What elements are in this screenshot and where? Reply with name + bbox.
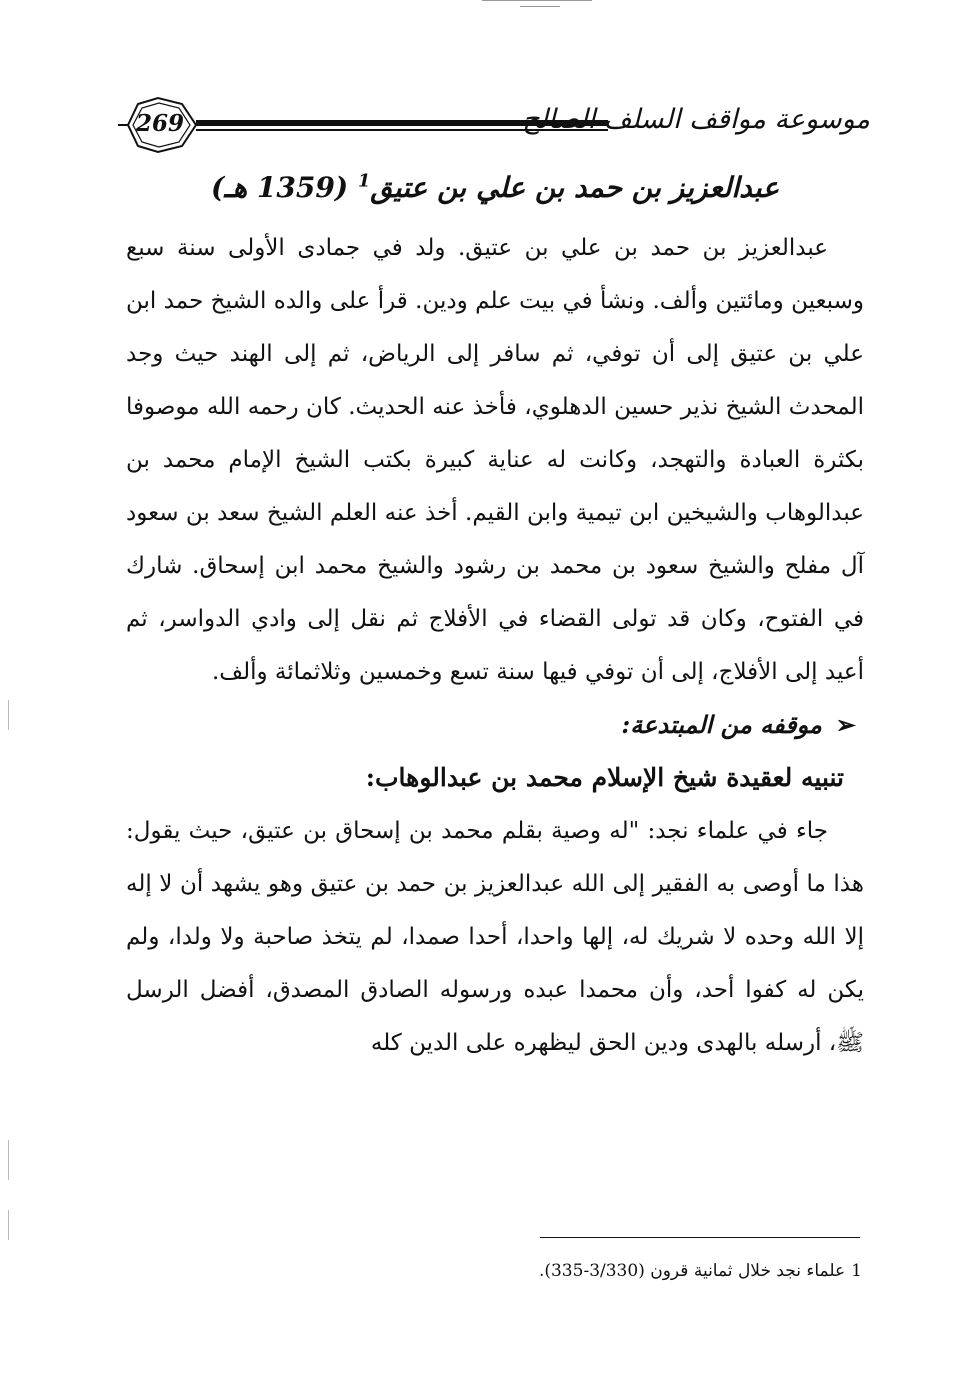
section-heading-text: موقفه من المبتدعة: bbox=[621, 710, 822, 739]
running-header bbox=[118, 96, 870, 158]
entry-title bbox=[126, 166, 864, 214]
scan-mark bbox=[8, 700, 9, 730]
scan-mark bbox=[520, 6, 560, 7]
series-title: موسوعة مواقف السلف الصالح bbox=[522, 104, 870, 135]
footnote-separator bbox=[540, 1237, 860, 1238]
page-number: 269 bbox=[135, 110, 184, 137]
scan-mark bbox=[8, 1210, 9, 1240]
section-heading bbox=[126, 699, 864, 751]
footnote-number: 1 bbox=[851, 1261, 862, 1281]
scan-mark bbox=[482, 0, 592, 1]
entry-name: عبدالعزيز بن حمد بن علي بن عتيق bbox=[370, 171, 780, 204]
main-content bbox=[126, 166, 864, 1070]
entry-date: (1359 هـ) bbox=[210, 171, 349, 204]
footnote bbox=[262, 1257, 862, 1285]
footnote-reference: 1 bbox=[357, 170, 371, 192]
footnote-text: علماء نجد خلال ثمانية قرون (3/330-335). bbox=[538, 1261, 846, 1281]
quote-paragraph: جاء في علماء نجد: "له وصية بقلم محمد بن إسحاق بن عتيق، حيث يقول: هذا ما أوصى به الفقير إلى الله عبدالعزيز بن حمد بن عتيق وهو يشهد أن لا إله إلا الله وحده لا شريك له، إلها واحدا، أحدا صمدا، لم يتخذ صاحبة ولا ولدا، ولم يكن له كفوا أحد، وأن محمدا عبده ورسوله الصادق المصدق، أفضل الرسل ﷺ، أرسله بالهدى ودين الحق ليظهره على الدين كله bbox=[126, 818, 864, 1056]
arrow-bullet-icon: ➢ bbox=[835, 710, 856, 739]
scan-mark bbox=[8, 1140, 9, 1180]
biography-paragraph: عبدالعزيز بن حمد بن علي بن عتيق. ولد في جمادى الأولى سنة سبع وسبعين ومائتين وألف. ونشأ في بيت علم ودين. قرأ على والده الشيخ حمد ابن علي بن عتيق إلى أن توفي، ثم سافر إلى الرياض، ثم إلى الهند حيث وجد المحدث الشيخ نذير حسين الدهلوي، فأخذ عنه الحديث. كان رحمه الله موصوفا بكثرة العبادة والتهجد، وكانت له عناية كبيرة بكتب الشيخ الإمام محمد بن عبدالوهاب والشيخين ابن تيمية وابن القيم. أخذ عنه العلم الشيخ سعد بن سعود آل مفلح والشيخ سعود بن محمد بن رشود والشيخ محمد ابن إسحاق. شارك في الفتوح، وكان قد تولى القضاء في الأفلاج ثم نقل إلى وادي الدواسر، ثم أعيد إلى الأفلاج، إلى أن توفي فيها سنة تسع وخمسين وثلاثمائة وألف. bbox=[126, 235, 864, 685]
page-number-badge bbox=[118, 96, 202, 154]
subsection-heading: تنبيه لعقيدة شيخ الإسلام محمد بن عبدالوهاب: bbox=[365, 763, 844, 792]
